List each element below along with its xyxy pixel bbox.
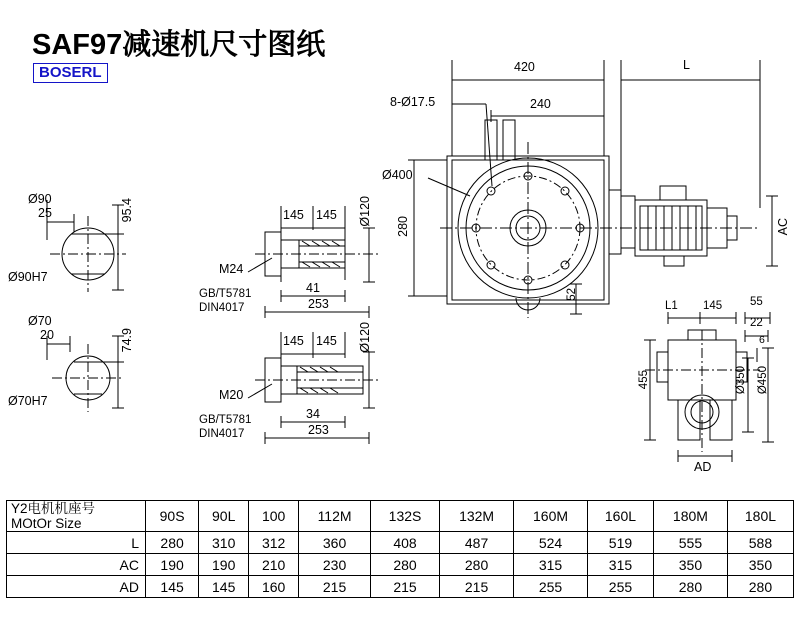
col-header: 90S	[146, 501, 199, 532]
dim-25: 25	[38, 206, 52, 220]
cell: 145	[199, 576, 249, 598]
label-din4017-a: DIN4017	[199, 302, 245, 314]
cell: 230	[299, 554, 371, 576]
col-header: 160L	[587, 501, 653, 532]
dim-d120-a: Ø120	[358, 196, 372, 227]
dim-41: 41	[306, 281, 320, 295]
dim-145-a: 145	[283, 208, 304, 222]
cell: 215	[440, 576, 514, 598]
cell: 408	[370, 532, 439, 554]
dim-145-e: 145	[703, 300, 723, 312]
cell: 315	[587, 554, 653, 576]
col-header: 100	[249, 501, 299, 532]
dim-d90-top: Ø90	[28, 192, 52, 206]
cell: 215	[370, 576, 439, 598]
cell: 280	[146, 532, 199, 554]
dim-d120-b: Ø120	[358, 322, 372, 353]
dim-34: 34	[306, 407, 320, 421]
cell: 360	[299, 532, 371, 554]
dim-253-b: 253	[308, 423, 329, 437]
table-row	[7, 554, 794, 576]
specification-table	[6, 500, 794, 598]
page-title: SAF97减速机尺寸图纸	[32, 29, 326, 61]
cell: 487	[440, 532, 514, 554]
dim-L1: L1	[665, 300, 678, 312]
dim-280: 280	[396, 216, 410, 237]
cell: 215	[299, 576, 371, 598]
dim-420: 420	[514, 60, 535, 74]
cell: 190	[146, 554, 199, 576]
dim-20: 20	[40, 328, 54, 342]
cell: 145	[146, 576, 199, 598]
cell: 350	[653, 554, 727, 576]
cell: 280	[440, 554, 514, 576]
dim-95-4: 95.4	[120, 198, 134, 223]
cell: 255	[587, 576, 653, 598]
cell: 555	[653, 532, 727, 554]
row-label-AC: AC	[7, 554, 146, 576]
dim-55: 55	[750, 296, 763, 308]
dim-22: 22	[750, 317, 763, 329]
row-label-en: MOtOr Size	[11, 516, 82, 531]
cell: 160	[249, 576, 299, 598]
dim-145-c: 145	[283, 334, 304, 348]
dim-145-b: 145	[316, 208, 337, 222]
col-header: 160M	[514, 501, 588, 532]
cell: 210	[249, 554, 299, 576]
dim-L: L	[683, 58, 690, 72]
col-header: 180L	[727, 501, 793, 532]
dim-253-a: 253	[308, 297, 329, 311]
dim-145-d: 145	[316, 334, 337, 348]
row-label-AD: AD	[7, 576, 146, 598]
table-row	[7, 576, 794, 598]
label-gb-t5781-a: GB/T5781	[199, 288, 252, 300]
dim-52: 52	[566, 288, 578, 301]
label-m24: M24	[219, 262, 244, 276]
cell: 280	[653, 576, 727, 598]
label-din4017-b: DIN4017	[199, 428, 245, 440]
cell: 312	[249, 532, 299, 554]
cell: 315	[514, 554, 588, 576]
cell: 280	[727, 576, 793, 598]
row-label-cn: Y2电机机座号	[11, 501, 96, 516]
cell: 524	[514, 532, 588, 554]
col-header: 132S	[370, 501, 439, 532]
col-header: 132M	[440, 501, 514, 532]
dim-6: 6	[759, 334, 765, 346]
dim-d450: Ø450	[757, 366, 769, 395]
dim-455: 455	[638, 370, 650, 390]
dim-d70-top: Ø70	[28, 314, 52, 328]
dim-AD: AD	[694, 460, 712, 474]
dim-d350: Ø350	[735, 366, 747, 395]
dim-240: 240	[530, 97, 551, 111]
cell: 310	[199, 532, 249, 554]
col-header: 90L	[199, 501, 249, 532]
cell: 255	[514, 576, 588, 598]
brand-badge: BOSERL	[33, 63, 108, 83]
dim-d70h7: Ø70H7	[8, 394, 48, 408]
table-row	[7, 532, 794, 554]
dim-8x17-5: 8-Ø17.5	[390, 95, 436, 109]
row-label-L: L	[7, 532, 146, 554]
cell: 190	[199, 554, 249, 576]
cell: 280	[370, 554, 439, 576]
label-gb-t5781-b: GB/T5781	[199, 414, 252, 426]
dim-74-9: 74.9	[120, 328, 134, 353]
dim-AC: AC	[776, 218, 790, 236]
col-header: 112M	[299, 501, 371, 532]
cell: 350	[727, 554, 793, 576]
label-m20: M20	[219, 388, 244, 402]
dim-d90h7: Ø90H7	[8, 270, 48, 284]
cell: 588	[727, 532, 793, 554]
dim-d400: Ø400	[382, 168, 413, 182]
col-header: 180M	[653, 501, 727, 532]
cell: 519	[587, 532, 653, 554]
